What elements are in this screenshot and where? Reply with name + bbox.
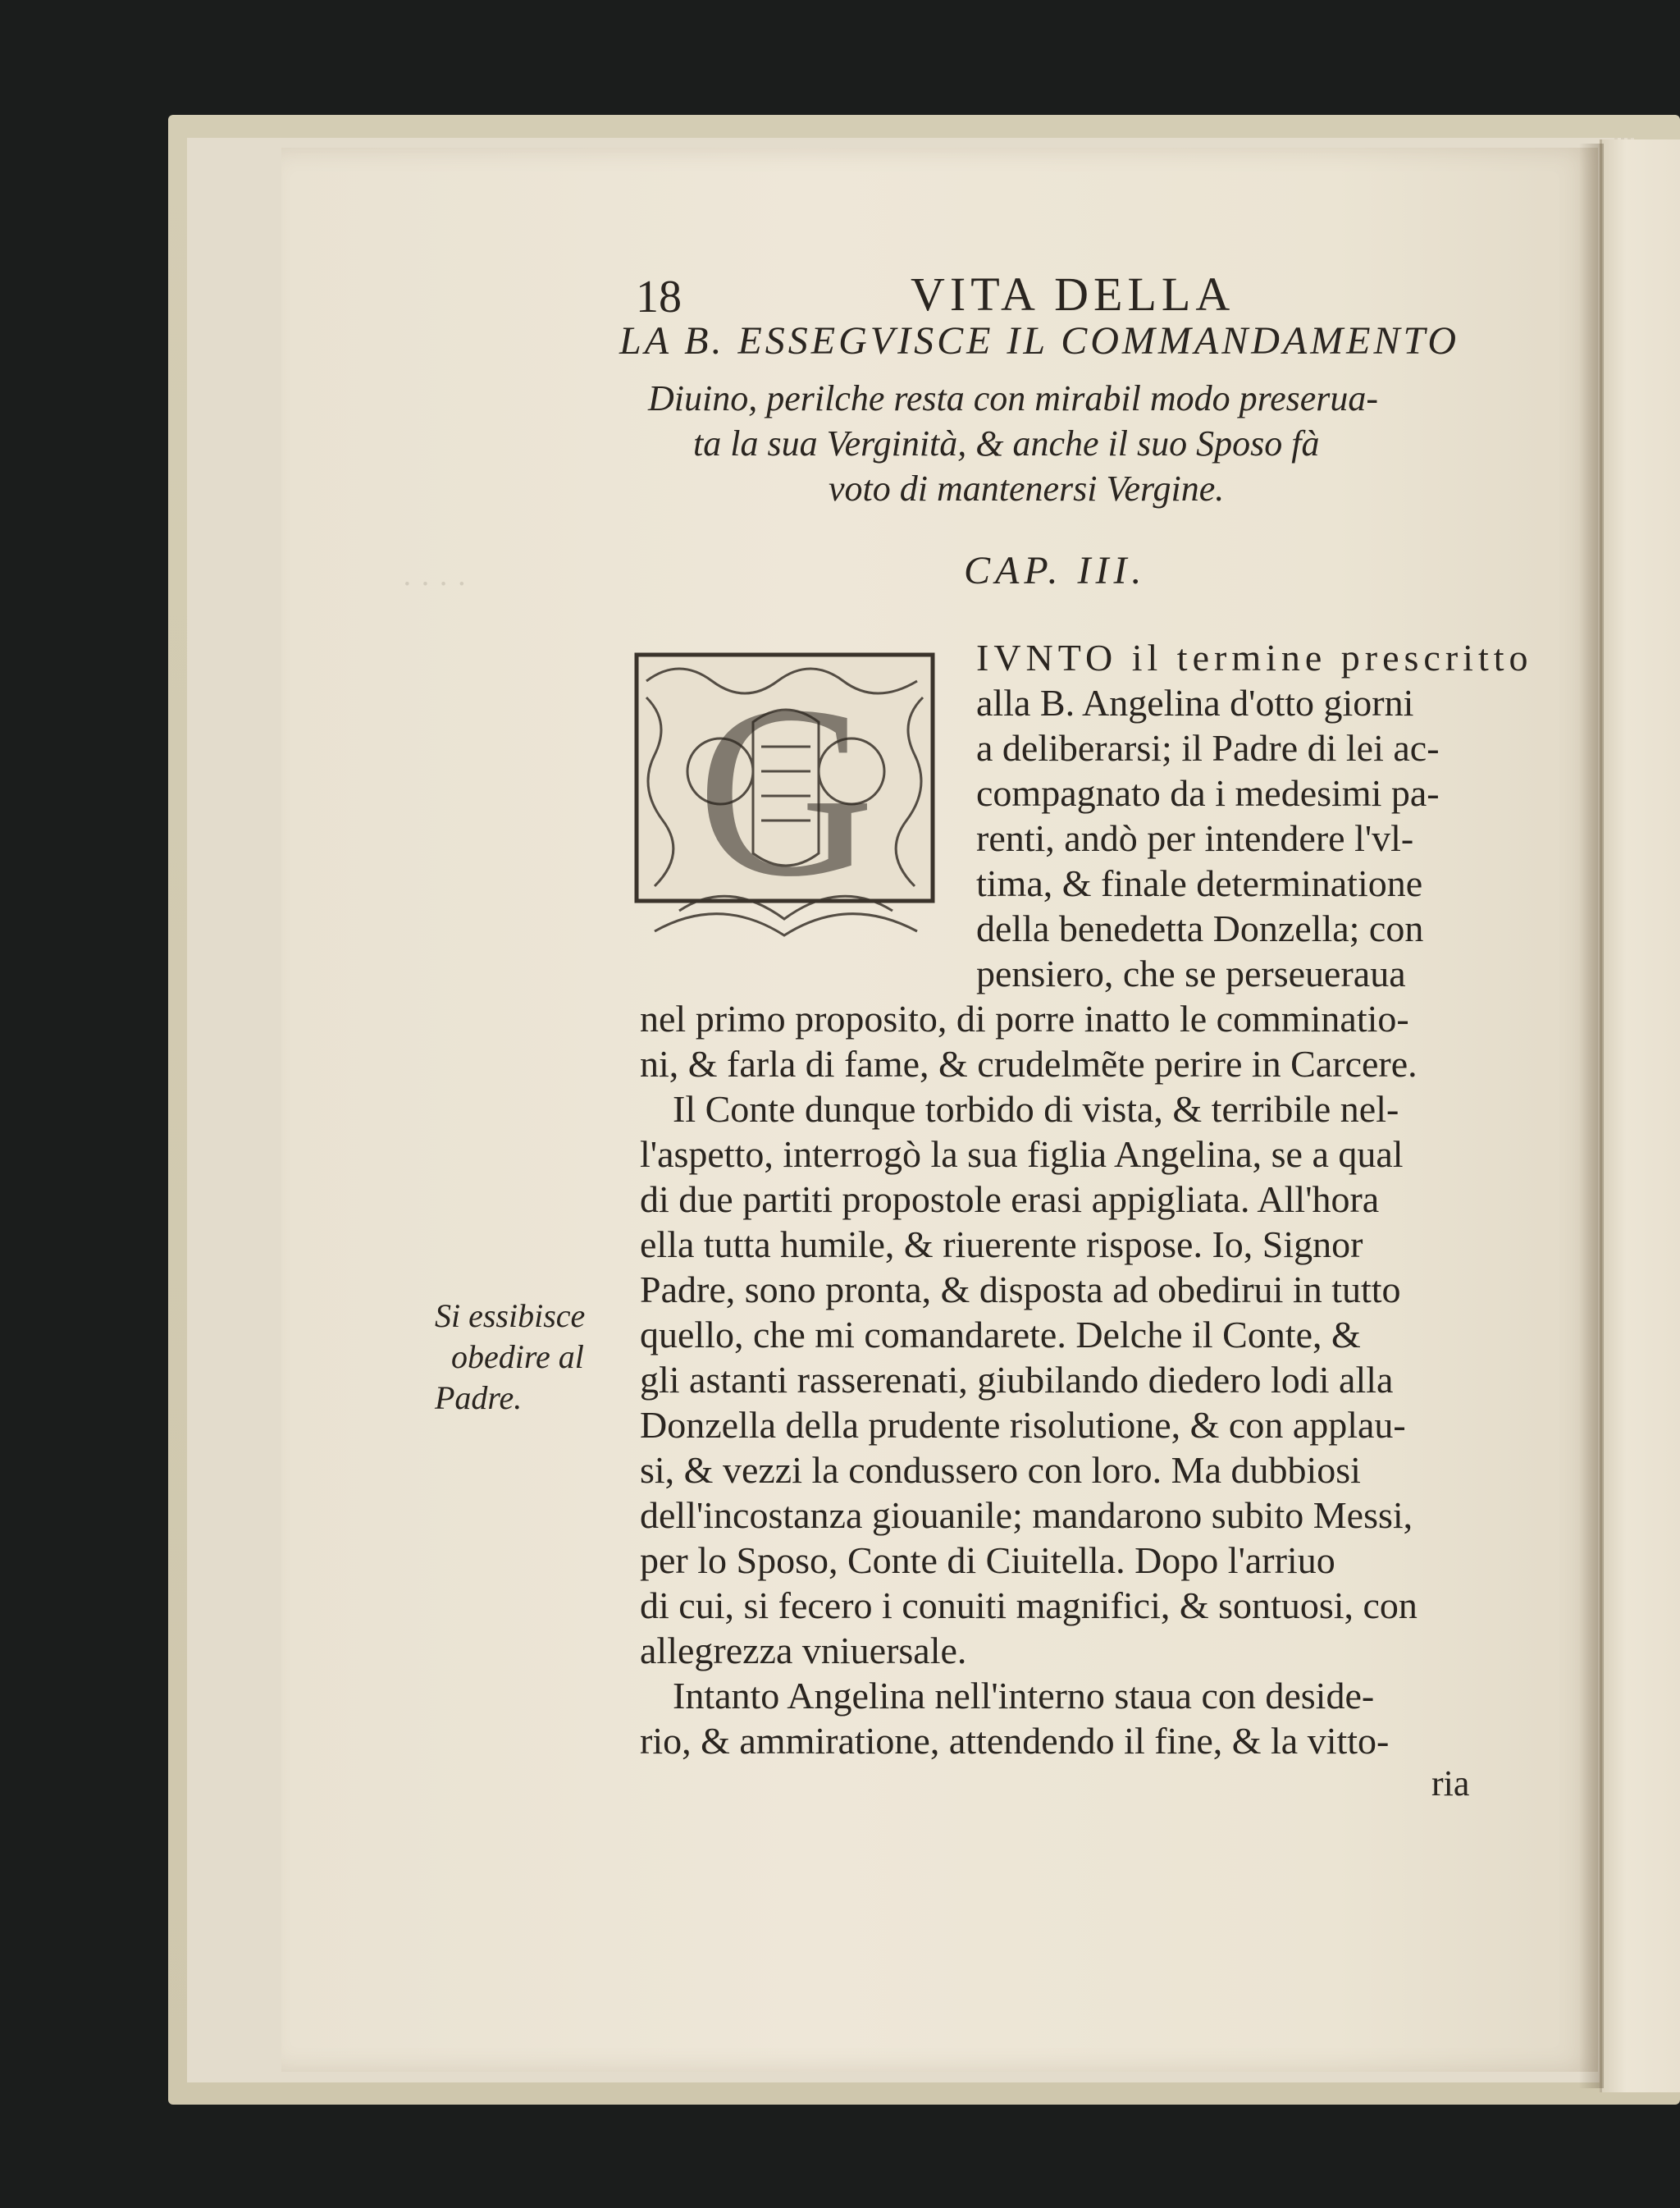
body-text-line: l'aspetto, interrogò la sua figlia Angelina, se a qual xyxy=(640,1133,1404,1175)
drop-cap-ornament xyxy=(630,648,939,956)
body-text-line: allegrezza vniuersale. xyxy=(640,1630,967,1671)
body-text-line: Il Conte dunque torbido di vista, & terribile nel- xyxy=(673,1088,1399,1130)
body-text-line: si, & vezzi la condussero con loro. Ma dubbiosi xyxy=(640,1449,1361,1491)
body-text-line: nel primo proposito, di porre inatto le comminatio- xyxy=(640,998,1409,1040)
body-text-line: renti, andò per intendere l'vl- xyxy=(976,817,1414,859)
body-text-line: alla B. Angelina d'otto giorni xyxy=(976,682,1414,724)
chapter-heading-line: Diuino, perilche resta con mirabil modo preserua- xyxy=(648,378,1379,418)
body-text-line: rio, & ammiratione, attendendo il fine, & la vitto- xyxy=(640,1720,1390,1762)
margin-note-line: obedire al xyxy=(451,1338,584,1375)
body-text-line: gli astanti rasserenati, giubilando diedero lodi alla xyxy=(640,1359,1394,1401)
body-text-line: tima, & finale determinatione xyxy=(976,862,1423,904)
margin-note-line: Si essibisce xyxy=(435,1297,586,1334)
show-through: · · · · xyxy=(402,567,468,601)
body-text-line: Donzella della prudente risolutione, & con applau- xyxy=(640,1404,1406,1446)
body-text-line: Intanto Angelina nell'interno staua con deside- xyxy=(673,1675,1375,1717)
catchword: ria xyxy=(1431,1763,1470,1803)
body-text-line: compagnato da i medesimi pa- xyxy=(976,772,1440,814)
chapter-label: CAP. III. xyxy=(964,549,1147,592)
chapter-heading-line: voto di mantenersi Vergine. xyxy=(829,469,1225,509)
body-text-line: di due partiti propostole erasi appigliata. All'hora xyxy=(640,1178,1380,1220)
running-title: VITA DELLA xyxy=(911,267,1235,321)
margin-note-line: Padre. xyxy=(435,1379,523,1416)
body-text-line: per lo Sposo, Conte di Ciuitella. Dopo l'arriuo xyxy=(640,1539,1335,1581)
body-text-line: pensiero, che se perseueraua xyxy=(976,953,1406,994)
page-number: 18 xyxy=(636,272,682,322)
body-text-line: Padre, sono pronta, & disposta ad obedirui in tutto xyxy=(640,1269,1401,1310)
body-text-line: IVNTO il termine prescritto xyxy=(976,637,1533,679)
facing-page-edge xyxy=(1600,139,1680,2092)
chapter-heading-line: ta la sua Verginità, & anche il suo Sposo fà xyxy=(693,423,1320,464)
body-text-line: quello, che mi comandarete. Delche il Conte, & xyxy=(640,1314,1361,1355)
body-text-line: di cui, si fecero i conuiti magnifici, & sontuosi, con xyxy=(640,1584,1418,1626)
body-text-line: della benedetta Donzella; con xyxy=(976,907,1424,949)
gutter-shadow xyxy=(1579,144,1604,2088)
body-text-line: ella tutta humile, & riuerente rispose. Io, Signor xyxy=(640,1223,1363,1265)
body-text-line: ni, & farla di fame, & crudelmẽte perire in Carcere. xyxy=(640,1043,1418,1085)
drop-cap-ornament-icon xyxy=(630,648,939,956)
body-text-line: a deliberarsi; il Padre di lei ac- xyxy=(976,727,1440,769)
drop-cap-letter: G xyxy=(696,655,875,927)
chapter-heading-line: LA B. ESSEGVISCE IL COMMANDAMENTO xyxy=(619,319,1460,363)
body-text-line: dell'incostanza giouanile; mandarono subito Messi, xyxy=(640,1494,1413,1536)
